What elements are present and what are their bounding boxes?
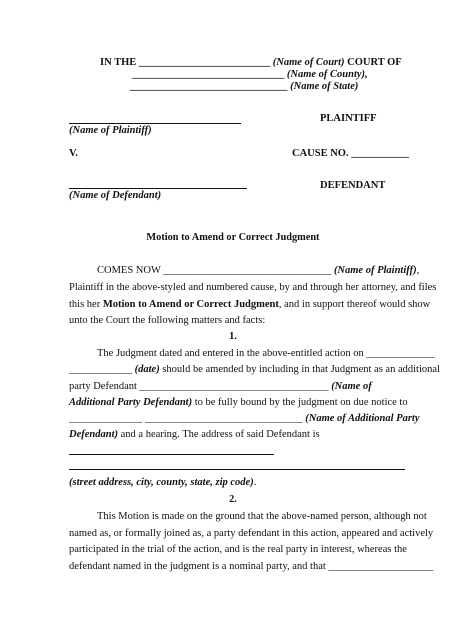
state-name-label: (Name of State): [290, 81, 359, 92]
date-label: (date): [134, 364, 160, 375]
additional-party-label-start: (Name of: [331, 381, 372, 392]
section-1-line-3: party Defendant ____________________________________ (Name of: [69, 381, 372, 392]
state-blank: ______________________________: [130, 81, 288, 92]
additional-party-label-2-end: Defendant): [69, 429, 118, 440]
intro-line-1: COMES NOW ________________________________ (Name of Plaintiff),: [97, 265, 420, 276]
additional-party-label-2-start: (Name of Additional Party: [305, 413, 420, 424]
section-1-line-5: ______________ ______________________________ (Name of Additional Party: [69, 413, 420, 424]
court-of-label: COURT OF: [347, 57, 402, 68]
section-1-line-1: The Judgment dated and entered in the above-entitled action on _____________: [97, 348, 435, 359]
court-name-label: (Name of Court): [272, 57, 345, 68]
comes-now-text: COMES NOW ________________________________: [97, 265, 332, 276]
section-1-number: 1.: [229, 331, 237, 342]
address-label: (street address, city, county, state, zip code): [69, 477, 254, 488]
section-2-line-4: defendant named in the judgment is a nominal party, and that ____________________: [69, 561, 434, 572]
intro-plaintiff-label: (Name of Plaintiff): [333, 265, 417, 276]
address-caption: (street address, city, county, state, zip code).: [69, 477, 257, 488]
address-line-2: [69, 469, 405, 470]
county-name-label: (Name of County),: [286, 69, 368, 80]
section-1-line-2: ____________ (date) should be amended by including in that Judgment as an additional: [69, 364, 440, 375]
plaintiff-role-label: PLAINTIFF: [320, 113, 377, 124]
intro-line-3: this her Motion to Amend or Correct Judgment, and in support thereof would show: [69, 299, 431, 310]
section-2-line-1: This Motion is made on the ground that the above-named person, although not: [97, 511, 427, 522]
defendant-signature-line: [69, 188, 247, 189]
cause-number: CAUSE NO. ___________: [292, 148, 409, 159]
intro-line-2: Plaintiff in the above-styled and numbered cause, by and through her attorney, and files: [69, 282, 437, 293]
section-2-line-2: named as, or formally joined as, a party defendant in this action, appeared and actively: [69, 528, 434, 539]
section-1-line-6: Defendant) and a hearing. The address of said Defendant is: [69, 429, 320, 440]
court-blank: IN THE _________________________: [100, 57, 271, 68]
section-1-line-4: Additional Party Defendant) to be fully bound by the judgment on due notice to: [69, 397, 408, 408]
section-2-number: 2.: [229, 494, 237, 505]
plaintiff-signature-line: [69, 123, 241, 124]
document-title: Motion to Amend or Correct Judgment: [146, 232, 320, 243]
motion-name-bold: Motion to Amend or Correct Judgment: [102, 299, 279, 310]
defendant-role-label: DEFENDANT: [320, 180, 386, 191]
court-line: [100, 57, 402, 69]
address-line-1: [69, 454, 274, 455]
versus-label: V.: [69, 148, 78, 159]
additional-party-label-end: Additional Party Defendant): [69, 397, 193, 408]
state-line: [130, 81, 358, 93]
plaintiff-name-label: (Name of Plaintiff): [69, 125, 152, 136]
intro-line-4: unto the Court the following matters and facts:: [69, 315, 266, 326]
county-blank: _____________________________: [132, 69, 285, 80]
defendant-name-label: (Name of Defendant): [69, 190, 162, 201]
section-2-line-3: participated in the trial of the action, and is the real party in interest, whereas the: [69, 544, 407, 555]
county-line: [132, 69, 368, 81]
